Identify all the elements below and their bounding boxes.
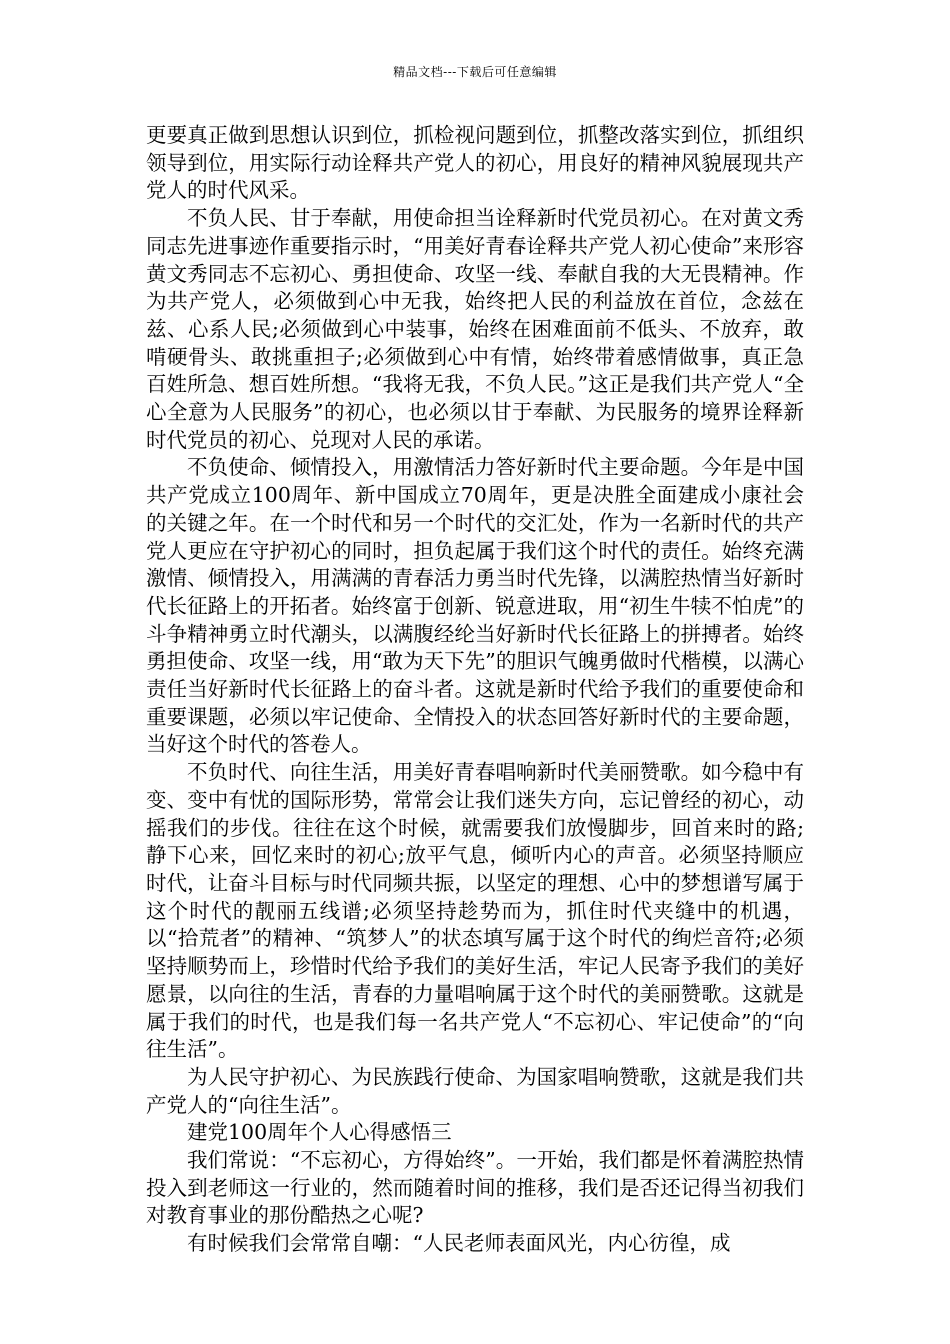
section-heading: 建党100周年个人心得感悟三 xyxy=(187,1120,452,1145)
paragraph-6: 我们常说：“不忘初心，方得始终”。一开始，我们都是怀着满腔热情投入到老师这一行业的，然而随着时间的推移，我们是否还记得当初我们对教育事业的那份酷热之心呢? xyxy=(146,1148,804,1228)
paragraph-1: 更要真正做到思想认识到位，抓检视问题到位，抓整改落实到位，抓组织领导到位，用实际行动诠释共产党人的初心，用良好的精神风貌展现共产党人的时代风采。 xyxy=(146,123,804,203)
paragraph-2: 不负人民、甘于奉献，用使命担当诠释新时代党员初心。在对黄文秀同志先进事迹作重要指示时，“用美好青春诠释共产党人初心使命”来形容黄文秀同志不忘初心、勇担使命、攻坚一线、奉献自我的大无畏精神。作为共产党人，必须做到心中无我，始终把人民的利益放在首位，念兹在兹、心系人民;必须做到心中装事，始终在困难面前不低头、不放弃，敢啃硬骨头、敢挑重担子;必须做到心中有情，始终带着感情做事，真正急百姓所急、想百姓所想。“我将无我，不负人民。”这正是我们共产党人“全心全意为人民服务”的初心，也必须以甘于奉献、为民服务的境界诠释新时代党员的初心、兑现对人民的承诺。 xyxy=(146,206,804,452)
page-header: 精品文档---下载后可任意编辑 xyxy=(393,65,557,79)
paragraph-5: 为人民守护初心、为民族践行使命、为国家唱响赞歌，这就是我们共产党人的“向往生活”。 xyxy=(146,1064,804,1117)
paragraph-3: 不负使命、倾情投入，用激情活力答好新时代主要命题。今年是中国共产党成立100周年、新中国成立70周年，更是决胜全面建成小康社会的关键之年。在一个时代和另一个时代的交汇处，作为一名新时代的共产党人更应在守护初心的同时，担负起属于我们这个时代的责任。始终充满激情、倾情投入，用满满的青春活力勇当时代先锋，以满腔热情当好新时代长征路上的开拓者。始终富于创新、锐意进取，用“初生牛犊不怕虎”的斗争精神勇立时代潮头，以满腹经纶当好新时代长征路上的拼搏者。始终勇担使命、攻坚一线，用“敢为天下先”的胆识气魄勇做时代楷模，以满心责任当好新时代长征路上的奋斗者。这就是新时代给予我们的重要使命和重要课题，必须以牢记使命、全情投入的状态回答好新时代的主要命题，当好这个时代的答卷人。 xyxy=(146,455,804,757)
paragraph-7: 有时候我们会常常自嘲：“人民老师表面风光，内心彷徨，成 xyxy=(187,1231,731,1256)
document-body xyxy=(146,122,804,1258)
paragraph-4: 不负时代、向往生活，用美好青春唱响新时代美丽赞歌。如今稳中有变、变中有忧的国际形势，常常会让我们迷失方向，忘记曾经的初心，动摇我们的步伐。往往在这个时候，就需要我们放慢脚步，回首来时的路;静下心来，回忆来时的初心;放平气息，倾听内心的声音。必须坚持顺应时代，让奋斗目标与时代同频共振，以坚定的理想、心中的梦想谱写属于这个时代的靓丽五线谱;必须坚持趁势而为，抓住时代夹缝中的机遇，以“拾荒者”的精神、“筑梦人”的状态填写属于这个时代的绚烂音符;必须坚持顺势而上，珍惜时代给予我们的美好生活，牢记人民寄予我们的美好愿景，以向往的生活，青春的力量唱响属于这个时代的美丽赞歌。这就是属于我们的时代，也是我们每一名共产党人“不忘初心、牢记使命”的“向往生活”。 xyxy=(146,760,804,1062)
